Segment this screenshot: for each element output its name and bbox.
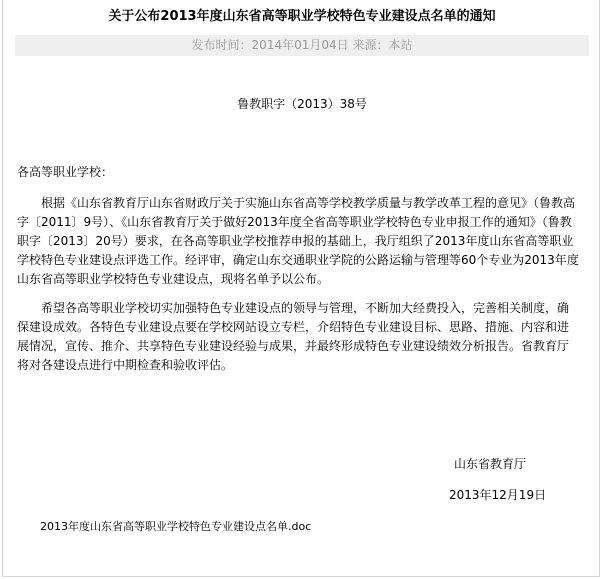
body-paragraph-2: 希望各高等职业学校切实加强特色专业建设点的领导与管理，不断加大经费投入，完善相关制度，确保建设成效。各特色专业建设点要在学校网站设立专栏，介绍特色专业建设目标、思路、措施、内容和进展情况，宣传、推介、共享特色专业建设经验与成果，并最终形成特色专业建设绩效分析报告。省教育厅将对各建设点进行中期检查和验收评估。: [17, 301, 570, 372]
salutation: 各高等职业学校：: [17, 165, 114, 179]
notice-title: 关于公布2013年度山东省高等职业学校特色专业建设点名单的通知: [108, 9, 496, 24]
document-number: 鲁教职字（2013）38号: [237, 97, 367, 111]
publish-meta-bar: 发布时间：2014年01月04日 来源：本站: [15, 35, 589, 56]
body-paragraph-1: 根据《山东省教育厅山东省财政厅关于实施山东省高等学校教学质量与教学改革工程的意见》（鲁教高字〔2011〕9号）、《山东省教育厅关于做好2013年度全省高等职业学校特色专业申报工作的通知》（鲁教职字〔2013〕20号）要求，在各高等职业学校推荐申报的基础上，我厅组织了2013年度山东省高等职业学校特色专业建设点评选工作。经评审，确定山东交通职业学院的公路运输与管理等60个专业为2013年度山东省高等职业学校特色专业建设点，现将名单予以公布。: [17, 196, 579, 286]
signature-date: 2013年12月19日: [449, 488, 547, 502]
attachment-link[interactable]: 2013年度山东省高等职业学校特色专业建设点名单.doc: [40, 520, 312, 533]
signature-department: 山东省教育厅: [454, 457, 527, 471]
